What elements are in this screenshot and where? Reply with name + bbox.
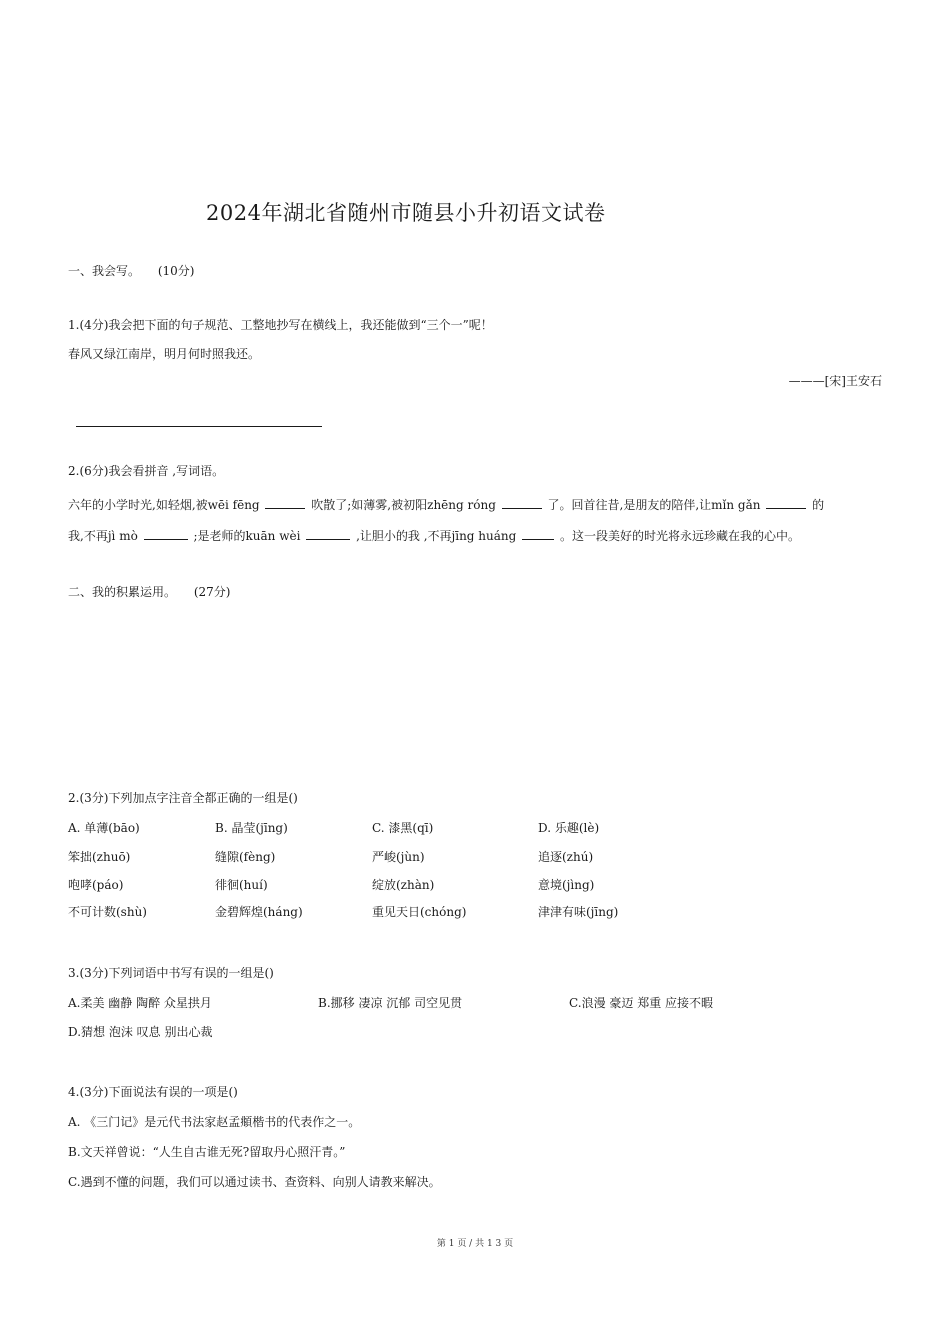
- q3-option-b: B.挪移 凄凉 沉郁 司空见贯: [318, 996, 463, 1010]
- q2a-line2-text-2: ;是老师的kuān wèi: [193, 529, 301, 543]
- q2b-option-c-2: 严峻(jùn): [372, 850, 425, 864]
- q2b-option-c-1: C. 漆黑(qī): [372, 821, 434, 835]
- q2a-stem: 2.(6分)我会看拼音 ,写词语。: [68, 464, 225, 478]
- answer-blank[interactable]: [144, 527, 188, 540]
- section-1-score: (10分): [157, 264, 195, 278]
- section-2-label: 二、我的积累运用。: [68, 585, 177, 599]
- answer-blank[interactable]: [265, 496, 305, 509]
- q2b-option-d-2: 追逐(zhú): [538, 850, 594, 864]
- q2b-option-a-3: 咆哮(páo): [68, 878, 124, 892]
- q2b-option-a-1: A. 单薄(bāo): [68, 821, 140, 835]
- page-footer: 第 1 页 / 共 1 3 页: [436, 1239, 514, 1249]
- answer-blank[interactable]: [522, 527, 554, 540]
- q2b-option-c-3: 绽放(zhàn): [372, 878, 435, 892]
- answer-blank[interactable]: [502, 496, 542, 509]
- q2b-option-d-1: D. 乐趣(lè): [538, 821, 600, 835]
- q1-attribution: ———[宋]王安石: [788, 374, 882, 388]
- section-2-heading: [68, 583, 230, 600]
- q2a-line1-text-2: 吹散了;如薄雾,被初阳zhēng róng: [311, 498, 496, 512]
- q1-verse: 春风又绿江南岸，明月何时照我还。: [68, 347, 261, 361]
- q2b-option-a-4: 不可计数(shù): [68, 905, 147, 919]
- q1-stem: 1.(4分)我会把下面的句子规范、工整地抄写在横线上，我还能做到“三个一”呢！: [68, 318, 493, 332]
- q2a-line1-text-1: 六年的小学时光,如轻烟,被wēi fēng: [68, 498, 260, 512]
- q2b-option-d-4: 津津有味(jīng): [538, 905, 619, 919]
- q2a-line2-text-3: ,让胆小的我 ,不再jīng huáng: [356, 529, 517, 543]
- q2a-line1-text-3: 了。回首往昔,是朋友的陪伴,让mǐn gǎn: [547, 498, 761, 512]
- q2b-option-b-1: B. 晶莹(jīng): [215, 821, 288, 835]
- q2b-option-a-2: 笨拙(zhuō): [68, 850, 131, 864]
- q2a-line2-text-4: 。这一段美好的时光将永远珍藏在我的心中。: [559, 529, 800, 543]
- section-2-score: (27分): [193, 585, 231, 599]
- q3-option-d: D.猜想 泡沫 叹息 别出心裁: [68, 1025, 213, 1039]
- q3-option-a: A.柔美 幽静 陶醉 众星拱月: [68, 996, 212, 1010]
- answer-blank[interactable]: [766, 496, 806, 509]
- q2a-line-1: [68, 496, 824, 513]
- q3-stem: 3.(3分)下列词语中书写有误的一组是(): [68, 966, 274, 980]
- q2b-stem: 2.(3分)下列加点字注音全都正确的一组是(): [68, 791, 298, 805]
- q2b-option-b-2: 缝隙(fèng): [215, 850, 276, 864]
- q4-option-c: C.遇到不懂的问题，我们可以通过读书、查资料、向别人请教来解决。: [68, 1175, 441, 1189]
- q1-copy-line[interactable]: [76, 426, 322, 427]
- q4-option-b: B.文天祥曾说：“人生自古谁无死?留取丹心照汗青。”: [68, 1145, 346, 1159]
- q2b-option-b-4: 金碧辉煌(háng): [215, 905, 303, 919]
- section-1-heading: [68, 262, 194, 279]
- q2b-option-c-4: 重见天日(chóng): [372, 905, 467, 919]
- q4-stem: 4.(3分)下面说法有误的一项是(): [68, 1085, 238, 1099]
- page-title: 2024年湖北省随州市随县小升初语文试卷: [206, 201, 606, 225]
- q3-option-c: C.浪漫 豪迈 郑重 应接不暇: [569, 996, 714, 1010]
- q2b-option-d-3: 意境(jìng): [538, 878, 595, 892]
- q2a-line-2: [68, 527, 800, 544]
- section-1-label: 一、我会写。: [68, 264, 141, 278]
- q4-option-a: A. 《三门记》是元代书法家赵孟頫楷书的代表作之一。: [68, 1115, 361, 1129]
- q2b-option-b-3: 徘徊(huí): [215, 878, 268, 892]
- q2a-line2-text-1: 我,不再jì mò: [68, 529, 138, 543]
- q2a-line1-text-4: 的: [812, 498, 825, 512]
- answer-blank[interactable]: [306, 527, 350, 540]
